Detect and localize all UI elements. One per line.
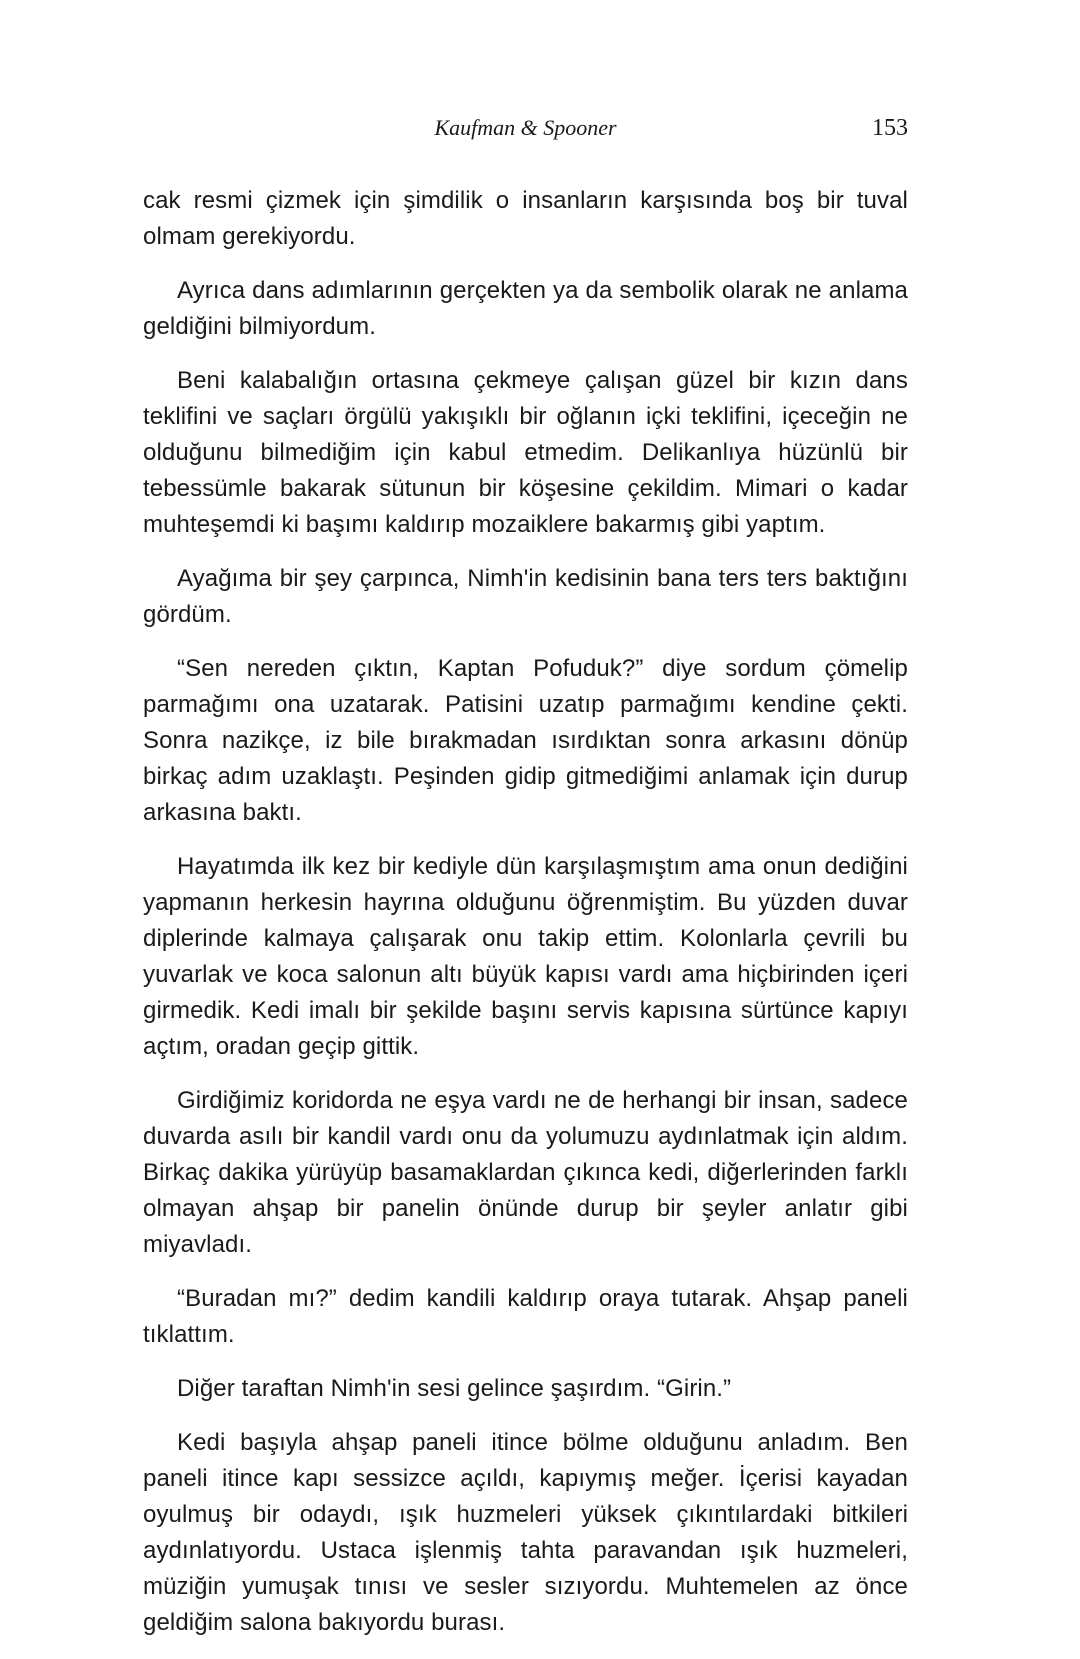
paragraph: “Sen nereden çıktın, Kaptan Pofuduk?” diye sordum çömelip parmağımı ona uzatarak. Patisini uzatıp parmağımı kendine çekti. Sonra nazikçe, iz bile bırakmadan ısırdıktan sonra arkasını dönüp birkaç adım uzaklaştı. Peşinden gidip gitmediğimi anlamak için durup arkasına baktı. xyxy=(143,655,908,826)
paragraph: Ayağıma bir şey çarpınca, Nimh'in kedisinin bana ters ters baktığını gördüm. xyxy=(143,565,908,628)
page-number: 153 xyxy=(872,115,908,141)
page-header xyxy=(143,105,908,165)
running-head: Kaufman & Spooner xyxy=(434,115,617,140)
paragraph: Girdiğimiz koridorda ne eşya vardı ne de herhangi bir insan, sadece duvarda asılı bir kandil vardı onu da yolumuzu aydınlatmak için aldım. Birkaç dakika yürüyüp basamaklardan çıkınca kedi, diğerlerinden farklı olmayan ahşap bir panelin önünde durup bir şeyler anlatır gibi miyavladı. xyxy=(143,1087,908,1258)
paragraph: Diğer taraftan Nimh'in sesi gelince şaşırdım. “Girin.” xyxy=(177,1375,732,1402)
paragraph: Hayatımda ilk kez bir kediyle dün karşılaşmıştım ama onun dediğini yapmanın herkesin hayrına olduğunu öğrenmiştim. Bu yüzden duvar diplerinde kalmaya çalışarak onu takip ettim. Kolonlarla çevrili bu yuvarlak ve koca salonun altı büyük kapısı vardı ama hiçbirinden içeri girmedik. Kedi imalı bir şekilde başını servis kapısına sürtünce kapıyı açtım, oradan geçip gittik. xyxy=(143,853,908,1060)
body-text xyxy=(143,183,908,1659)
paragraph: Ayrıca dans adımlarının gerçekten ya da sembolik olarak ne anlama geldiğini bilmiyordum. xyxy=(143,277,908,340)
paragraph: Beni kalabalığın ortasına çekmeye çalışan güzel bir kızın dans teklifini ve saçları örgülü yakışıklı bir oğlanın içki teklifini, içeceğin ne olduğunu bilmediğim için kabul etmedim. Delikanlıya hüzünlü bir tebessümle bakarak sütunun bir köşesine çekildim. Mimari o kadar muhteşemdi ki başımı kaldırıp mozaiklere bakarmış gibi yaptım. xyxy=(143,367,908,538)
paragraph: cak resmi çizmek için şimdilik o insanların karşısında boş bir tuval olmam gerekiyordu. xyxy=(143,187,908,250)
book-page xyxy=(143,105,908,1636)
paragraph: “Buradan mı?” dedim kandili kaldırıp oraya tutarak. Ahşap paneli tıklattım. xyxy=(143,1285,908,1348)
paragraph: Kedi başıyla ahşap paneli itince bölme olduğunu anladım. Ben paneli itince kapı sessizce açıldı, kapıymış meğer. İçerisi kayadan oyulmuş bir odaydı, ışık huzmeleri yüksek çıkıntılardaki bitkileri aydınlatıyordu. Ustaca işlenmiş tahta paravandan ışık huzmeleri, müziğin yumuşak tınısı ve sesler sızıyordu. Muhtemelen az önce geldiğim salona bakıyordu burası. xyxy=(143,1429,908,1636)
